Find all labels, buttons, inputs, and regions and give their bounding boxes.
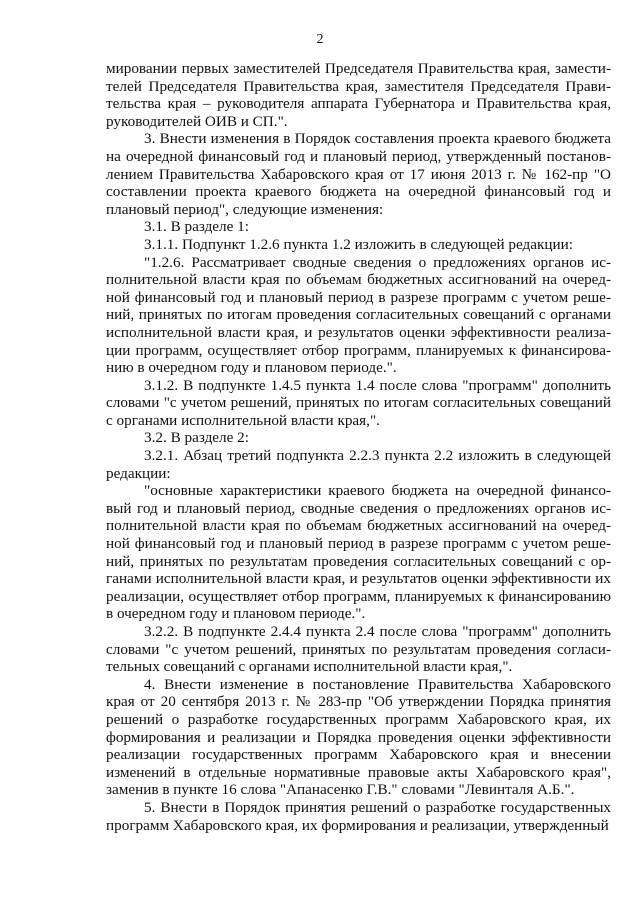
document-body [106,60,611,834]
paragraph-item-3-2-2: 3.2.2. В подпункте 2.4.4 пункта 2.4 после слова "программ" дополнить словами "с учетом решений, принятых по результатам проведения согласительных совещаний с органами исполнительной власти края,". [106,623,611,676]
paragraph-item-3-1-2: 3.1.2. В подпункте 1.4.5 пункта 1.4 после слова "программ" дополнить словами "с учетом решений, принятых по итогам согласительных совещаний с органами исполнительной власти края,". [106,376,611,429]
page-number: 2 [316,32,324,47]
paragraph-item-3-1: 3.1. В разделе 1: [144,218,249,236]
paragraph: мировании первых заместителей Председателя Правительства края, заместителей Председателя Правительства края, заместителя Председателя Правительства края – руководителя аппарата Губернатора и Правительства края, руководителей ОИВ и СП.". [106,60,611,130]
paragraph-item-5: 5. Внести в Порядок принятия решений о разработке государственных программ Хабаровского края, их формирования и реализации, утвержденный [106,798,611,834]
paragraph-item-3-2: 3.2. В разделе 2: [144,429,249,447]
paragraph-quote-1-2-6: "1.2.6. Рассматривает сводные сведения о предложениях органов исполнительной власти края по объемам бюджетных ассигнований на очередной финансовый год и плановый период в разрезе программ с учетом решений, принятых по итогам проведения согласительных совещаний с органами исполнительной власти края, и результатов оценки эффективности реализации программ, осуществляет отбор программ, планируемых к финансированию в очередном году и плановом периоде.". [106,253,611,377]
paragraph-quote-2-2-3: "основные характеристики краевого бюджета на очередной финансовый год и плановый период, сводные сведения о предложениях органов исполнительной власти края по объемам бюджетных ассигнований на очередной финансовый год и плановый период в разрезе программ с учетом решений, принятых по результатам проведения согласительных совещаний с органами исполнительной власти края, и результатов оценки эффективности их реализации, осуществляет отбор программ, планируемых к финансированию в очередном году и плановом периоде.". [106,482,611,623]
paragraph-item-3-1-1: 3.1.1. Подпункт 1.2.6 пункта 1.2 изложить в следующей редакции: [144,235,573,253]
paragraph-item-3: 3. Внести изменения в Порядок составления проекта краевого бюджета на очередной финансовый год и плановый период, утвержденный постановлением Правительства Хабаровского края от 17 июня 2013 г. № 162-пр "О составлении проекта краевого бюджета на очередной финансовый год и плановый период", следующие изменения: [106,130,611,218]
paragraph-item-3-2-1: 3.2.1. Абзац третий подпункта 2.2.3 пункта 2.2 изложить в следующей редакции: [106,447,611,482]
paragraph-item-4: 4. Внести изменение в постановление Правительства Хабаровского края от 20 сентября 2013 г. № 283-пр "Об утверждении Порядка принятия решений о разработке государственных программ Хабаровского края, их формирования и реализации и Порядка проведения оценки эффективности реализации государственных программ Хабаровского края и внесении изменений в отдельные нормативные правовые акты Хабаровского края", заменив в пункте 16 слова "Апанасенко Г.В." словами "Левинталя А.Б.". [106,675,611,799]
